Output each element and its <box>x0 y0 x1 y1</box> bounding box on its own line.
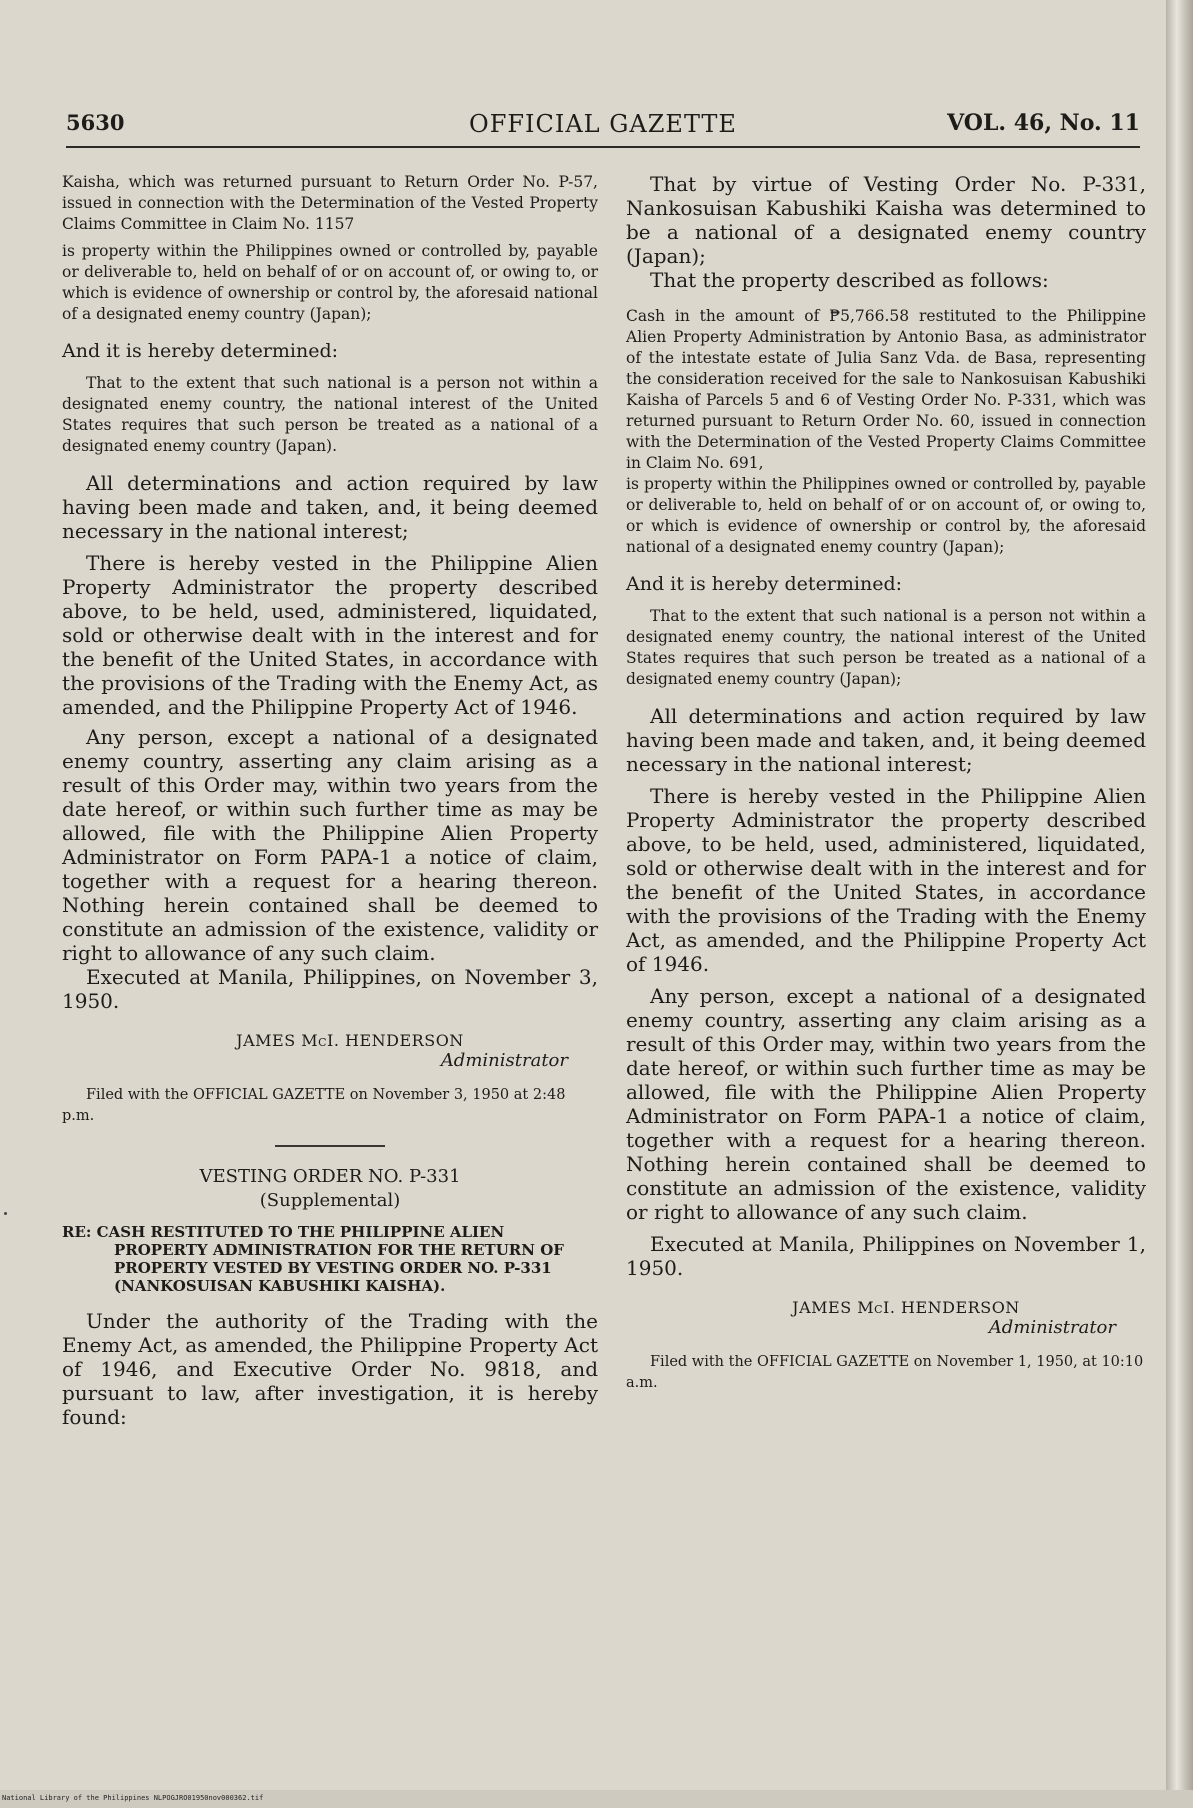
paragraph: Any person, except a national of a designated enemy country, asserting any claim arising as a result of this Order may, within two years from the date hereof, or within such further time as may be allowed, file with the Philippine Alien Property Administrator on Form PAPA-1 a notice of claim, together with a request for a hearing thereon. Nothing herein contained shall be deemed to constitute an admission of the existence, validity or right to allowance of any such claim. <box>62 725 598 965</box>
filing-note-b: on November 3, 1950 at 2:48 p.m. <box>62 1087 566 1124</box>
section-divider <box>275 1145 385 1147</box>
paragraph: That by virtue of Vesting Order No. P-331, Nankosuisan Kabushiki Kaisha was determined to be a national of a designated enemy country (Japan); <box>626 172 1146 268</box>
signatory-title: Administrator <box>440 1050 568 1071</box>
paragraph: Cash in the amount of ₱5,766.58 restituted to the Philippine Alien Property Administration by Antonio Basa, as administrator of the intestate estate of Julia Sanz Vda. de Basa, representing the consideration received for the sale to Nankosuisan Kabushiki Kaisha of Parcels 5 and 6 of Vesting Order No. P-331, which was returned pursuant to Return Order No. 60, issued in connection with the Determination of the Vested Property Claims Committee in Claim No. 691, <box>626 307 1146 472</box>
margin-mark <box>4 1212 7 1215</box>
page-edge <box>1166 0 1193 1790</box>
filing-note-b: on November 1, 1950, at 10:10 a.m. <box>626 1354 1144 1391</box>
determination-heading: And it is hereby determined: <box>62 340 339 362</box>
signatory-name: JAMES McI. HENDERSON <box>792 1298 1020 1317</box>
re-heading: RE: CASH RESTITUTED TO THE PHILIPPINE ALIEN PROPERTY ADMINISTRATION FOR THE RETURN OF PROPERTY VESTED BY VESTING ORDER NO. P-331 (NANKOSUISAN KABUSHIKI KAISHA). <box>62 1223 564 1295</box>
paragraph: That to the extent that such national is a person not within a designated enemy country, the national interest of the United States requires that such person be treated as a national of a designated enemy country (Japan); <box>626 607 1146 688</box>
determination-heading: And it is hereby determined: <box>626 573 903 595</box>
scan-footer: National Library of the Philippines NLPOGJRO01950nov000362.tif <box>2 1794 264 1802</box>
paragraph: Executed at Manila, Philippines on November 1, 1950. <box>626 1232 1146 1280</box>
paragraph: That the property described as follows: <box>650 268 1049 292</box>
paragraph: Kaisha, which was returned pursuant to Return Order No. P-57, issued in connection with the Determination of the Vested Property Claims Committee in Claim No. 1157 <box>62 173 598 233</box>
paragraph: Under the authority of the Trading with the Enemy Act, as amended, the Philippine Property Act of 1946, and Executive Order No. 9818, and pursuant to law, after investigation, it is hereby found: <box>62 1309 598 1429</box>
signatory-title: Administrator <box>988 1317 1116 1338</box>
paragraph: All determinations and action required by law having been made and taken, and, it being deemed necessary in the national interest; <box>62 471 598 543</box>
paragraph: is property within the Philippines owned or controlled by, payable or deliverable to, held on behalf of or on account of, or owing to, or which is evidence of ownership or control by, the aforesaid national of a designated enemy country (Japan); <box>626 475 1146 556</box>
order-subtitle: (Supplemental) <box>259 1190 401 1211</box>
filing-gazette: OFFICIAL GAZETTE <box>193 1087 346 1103</box>
volume-number: VOL. 46, No. 11 <box>947 110 1140 136</box>
signatory-name: JAMES McI. HENDERSON <box>236 1031 464 1050</box>
paragraph: is property within the Philippines owned or controlled by, payable or deliverable to, held on behalf of or on account of, or owing to, or which is evidence of ownership or control by, the aforesaid national of a designated enemy country (Japan); <box>62 242 598 323</box>
paragraph: All determinations and action required by law having been made and taken, and, it being deemed necessary in the national interest; <box>626 704 1146 776</box>
page-number: 5630 <box>66 110 125 135</box>
filing-note-a: Filed with the <box>86 1087 189 1103</box>
page-header <box>66 110 1140 140</box>
left-column <box>62 172 598 1429</box>
order-title: VESTING ORDER NO. P-331 <box>199 1166 461 1187</box>
filing-note <box>62 1085 598 1127</box>
paragraph: There is hereby vested in the Philippine Alien Property Administrator the property described above, to be held, used, administered, liquidated, sold or otherwise dealt with in the interest and for the benefit of the United States, in accordance with the provisions of the Trading with the Enemy Act, as amended, and the Philippine Property Act of 1946. <box>62 551 598 719</box>
filing-note <box>626 1352 1146 1394</box>
right-column <box>626 172 1146 1394</box>
publication-title: OFFICIAL GAZETTE <box>469 110 737 138</box>
filing-note-a: Filed with the <box>650 1354 753 1370</box>
header-rule <box>66 146 1140 148</box>
paragraph: Executed at Manila, Philippines, on November 3, 1950. <box>62 965 598 1013</box>
paragraph: There is hereby vested in the Philippine Alien Property Administrator the property described above, to be held, used, administered, liquidated, sold or otherwise dealt with in the interest and for the benefit of the United States, in accordance with the provisions of the Trading with the Enemy Act, as amended, and the Philippine Property Act of 1946. <box>626 784 1146 976</box>
filing-gazette: OFFICIAL GAZETTE <box>757 1354 910 1370</box>
paragraph: That to the extent that such national is a person not within a designated enemy country, the national interest of the United States requires that such person be treated as a national of a designated enemy country (Japan). <box>62 374 598 455</box>
paragraph: Any person, except a national of a designated enemy country, asserting any claim arising as a result of this Order may, within two years from the date hereof, or within such further time as may be allowed, file with the Philippine Alien Property Administrator on Form PAPA-1 a notice of claim, together with a request for a hearing thereon. Nothing herein contained shall be deemed to constitute an admission of the existence, validity or right to allowance of any such claim. <box>626 984 1146 1224</box>
